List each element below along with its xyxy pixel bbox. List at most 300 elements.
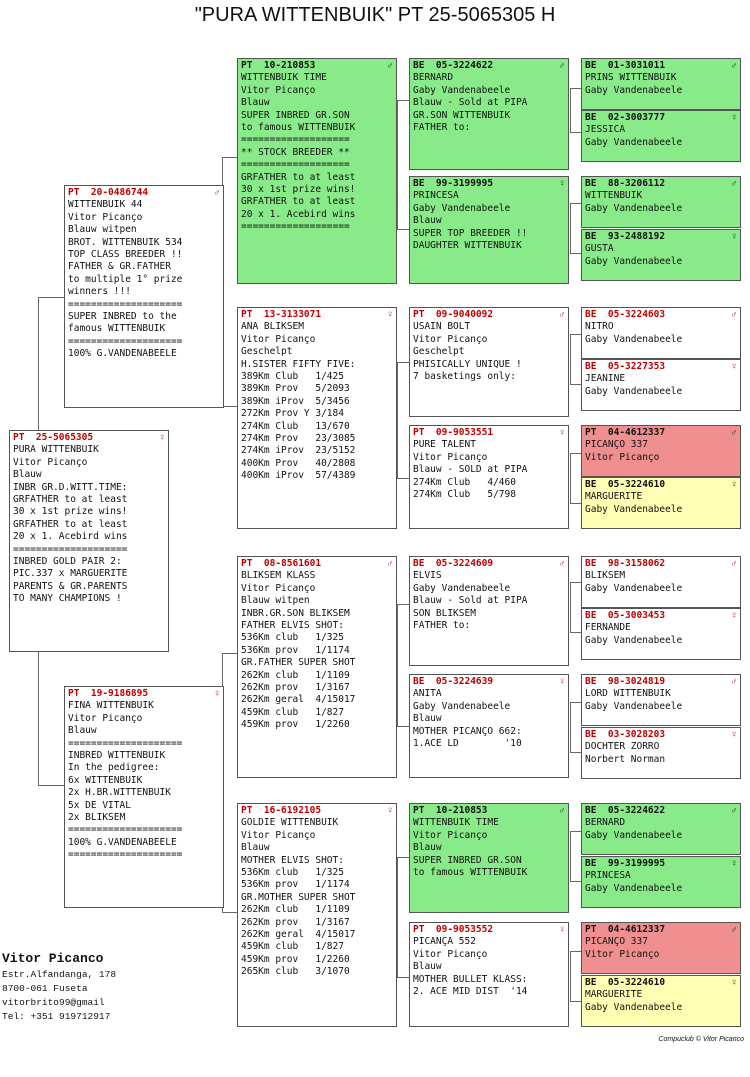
male-symbol-icon: ♂ — [731, 178, 737, 189]
card-line: Vitor Picanço — [241, 333, 316, 345]
card-line: Vitor Picanço — [413, 948, 488, 960]
connector — [570, 453, 571, 503]
pigeon-name: WITTENBUIK 44 — [68, 199, 143, 211]
card-line: 2x H.BR.WITTENBUIK — [68, 787, 171, 799]
connector — [570, 582, 571, 632]
connector — [570, 203, 571, 253]
pigeon-name: JEANINE — [585, 373, 626, 385]
card-line: 6x WITTENBUIK — [68, 774, 143, 786]
pedigree-card-g5-12[interactable] — [581, 727, 741, 779]
card-line: SUPER TOP BREEDER !! — [413, 227, 528, 239]
card-line: 459Km prov 1/2260 — [241, 953, 350, 965]
card-line: 272Km Prov Y 3/184 — [241, 408, 344, 420]
ring-number: BE 99-3199995 — [585, 858, 666, 869]
card-header — [241, 60, 393, 72]
card-line: Gaby Vandenabeele — [585, 503, 683, 515]
female-symbol-icon: ♀ — [159, 432, 165, 443]
owner-contact — [2, 950, 116, 1024]
card-line: FATHER ELVIS SHOT: — [241, 620, 344, 632]
female-symbol-icon: ♀ — [387, 309, 393, 320]
pedigree-card-g4-2[interactable] — [409, 176, 569, 284]
card-line: 389Km Club 1/425 — [241, 371, 344, 383]
connector — [570, 253, 581, 254]
card-line: INBR GR.D.WITT.TIME: — [13, 481, 128, 493]
card-header — [585, 858, 737, 870]
card-line: GRFATHER to at least — [241, 171, 356, 183]
card-line: SUPER INBRED GR.SON — [413, 854, 522, 866]
connector — [397, 362, 398, 478]
card-header — [585, 479, 737, 491]
connector — [397, 362, 409, 363]
card-line: 262Km geral 4/15017 — [241, 929, 356, 941]
card-header — [413, 60, 565, 72]
ring-number: BE 05-3224610 — [585, 479, 666, 490]
connector — [222, 406, 237, 407]
card-line: ==================== — [68, 824, 183, 836]
card-line: 536Km prov 1/1174 — [241, 644, 350, 656]
card-line: Blauw — [413, 215, 442, 227]
connector — [570, 582, 581, 583]
pedigree-card-g5-13[interactable] — [581, 803, 741, 855]
card-line: Blauw witpen — [68, 224, 137, 236]
card-line: Blauw witpen — [241, 595, 310, 607]
ring-number: BE 99-3199995 — [413, 178, 494, 189]
female-symbol-icon: ♀ — [731, 361, 737, 372]
card-line: to famous WITTENBUIK — [241, 122, 356, 134]
card-header — [585, 309, 737, 321]
card-line: 7 basketings only: — [413, 371, 516, 383]
card-line: Vitor Picanço — [585, 948, 660, 960]
card-line: 274Km Club 4/460 — [413, 476, 516, 488]
pedigree-card-sire[interactable] — [64, 185, 224, 408]
card-line: Gaby Vandenabeele — [413, 202, 511, 214]
pedigree-card-g5-8[interactable] — [581, 477, 741, 529]
card-line: ==================== — [68, 737, 183, 749]
card-header — [241, 558, 393, 570]
male-symbol-icon: ♂ — [559, 309, 565, 320]
card-line: Gaby Vandenabeele — [585, 333, 683, 345]
pedigree-card-g5-9[interactable] — [581, 556, 741, 608]
card-line: TOP CLASS BREEDER !! — [68, 249, 183, 261]
card-line: Gaby Vandenabeele — [585, 582, 683, 594]
pedigree-card-g5-2[interactable] — [581, 110, 741, 162]
connector — [570, 88, 571, 132]
owner-address-city: 8700-061 Fuseta — [2, 983, 88, 994]
pigeon-name: PURE TALENT — [413, 439, 476, 451]
card-line: 536Km prov 1/1174 — [241, 879, 350, 891]
owner-phone: Tel: +351 919712917 — [2, 1011, 111, 1022]
connector — [397, 604, 409, 605]
card-line: to multiple 1° prize — [68, 273, 183, 285]
connector — [38, 297, 39, 431]
card-line: PIC.337 x MARGUERITE — [13, 568, 128, 580]
card-line: =================== — [241, 134, 350, 146]
ring-number: PT 04-4612337 — [585, 924, 666, 935]
pedigree-card-g4-6[interactable] — [409, 674, 569, 778]
card-line: FATHER & GR.FATHER — [68, 261, 171, 273]
pigeon-name: GUSTA — [585, 243, 614, 255]
card-line: Blauw — [413, 713, 442, 725]
card-line: Vitor Picanço — [68, 211, 143, 223]
pigeon-name: MARGUERITE — [585, 989, 643, 1001]
owner-email[interactable]: vitorbrito99@gmail — [2, 997, 105, 1008]
card-line: SON BLIKSEM — [413, 607, 476, 619]
female-symbol-icon: ♀ — [559, 178, 565, 189]
female-symbol-icon: ♀ — [731, 610, 737, 621]
card-line: 2x BLIKSEM — [68, 812, 126, 824]
pedigree-card-g5-5[interactable] — [581, 307, 741, 359]
pedigree-card-dam[interactable] — [64, 686, 224, 908]
card-line: 536Km club 1/325 — [241, 867, 344, 879]
card-line: GR.MOTHER SUPER SHOT — [241, 891, 356, 903]
male-symbol-icon: ♂ — [214, 187, 220, 198]
male-symbol-icon: ♂ — [731, 676, 737, 687]
card-header — [13, 432, 165, 444]
pedigree-card-g4-5[interactable] — [409, 556, 569, 666]
ring-number: BE 05-3224603 — [585, 309, 666, 320]
card-line: Blauw — [68, 725, 97, 737]
ring-number: BE 05-3224609 — [413, 558, 494, 569]
card-header — [585, 805, 737, 817]
ring-number: PT 09-9053551 — [413, 427, 494, 438]
card-header — [585, 676, 737, 688]
ring-number: PT 08-8561601 — [241, 558, 322, 569]
card-line: 30 x 1st prize wins! — [241, 184, 356, 196]
pedigree-card-subject[interactable] — [9, 430, 169, 652]
pigeon-name: FERNANDE — [585, 622, 631, 634]
card-line: Gaby Vandenabeele — [585, 829, 683, 841]
connector — [570, 453, 581, 454]
pedigree-card-sire-dam[interactable] — [237, 307, 397, 529]
connector — [397, 977, 409, 978]
connector — [222, 653, 237, 654]
ring-number: BE 01-3031011 — [585, 60, 666, 71]
card-line: GRFATHER to at least — [13, 518, 128, 530]
ring-number: BE 03-3028203 — [585, 729, 666, 740]
card-header — [413, 309, 565, 321]
card-header — [585, 427, 737, 439]
card-line: ** STOCK BREEDER ** — [241, 146, 350, 158]
card-header — [241, 805, 393, 817]
card-line: =================== — [241, 221, 350, 233]
male-symbol-icon: ♂ — [731, 805, 737, 816]
card-header — [585, 558, 737, 570]
pedigree-card-sire-sire[interactable] — [237, 58, 397, 284]
pedigree-card-g4-4[interactable] — [409, 425, 569, 529]
card-line: 262Km geral 4/15017 — [241, 694, 356, 706]
card-line: PHISICALLY UNIQUE ! — [413, 358, 522, 370]
male-symbol-icon: ♂ — [559, 805, 565, 816]
card-line: TO MANY CHAMPIONS ! — [13, 593, 122, 605]
pigeon-name: GOLDIE WITTENBUIK — [241, 817, 339, 829]
card-line: Blauw — [413, 842, 442, 854]
ring-number: PT 16-6192105 — [241, 805, 322, 816]
male-symbol-icon: ♂ — [731, 558, 737, 569]
ring-number: PT 10-210853 — [241, 60, 316, 71]
card-header — [413, 805, 565, 817]
card-line: GRFATHER to at least — [13, 494, 128, 506]
card-line: MOTHER ELVIS SHOT: — [241, 854, 344, 866]
ring-number: PT 09-9053552 — [413, 924, 494, 935]
ring-number: BE 02-3003777 — [585, 112, 666, 123]
pedigree-card-g5-3[interactable] — [581, 176, 741, 228]
card-header — [413, 676, 565, 688]
pigeon-name: MARGUERITE — [585, 491, 643, 503]
pedigree-card-dam-sire[interactable] — [237, 556, 397, 778]
ring-number: BE 05-3224622 — [585, 805, 666, 816]
card-line: 274Km Prov 23/3085 — [241, 433, 356, 445]
card-line: ==================== — [68, 335, 183, 347]
male-symbol-icon: ♂ — [559, 60, 565, 71]
ring-number: PT 19-9186895 — [68, 688, 149, 699]
pedigree-card-g5-10[interactable] — [581, 608, 741, 660]
card-line: Norbert Norman — [585, 753, 666, 765]
card-line: BROT. WITTENBUIK 534 — [68, 236, 183, 248]
female-symbol-icon: ♀ — [731, 858, 737, 869]
connector — [38, 297, 65, 298]
card-line: Blauw - Sold at PIPA — [413, 595, 528, 607]
card-line: =================== — [241, 159, 350, 171]
ring-number: BE 05-3003453 — [585, 610, 666, 621]
card-line: 262Km club 1/1109 — [241, 669, 350, 681]
female-symbol-icon: ♀ — [559, 924, 565, 935]
card-line: 400Km iProv 57/4389 — [241, 470, 356, 482]
owner-address-street: Estr.Alfandanga, 178 — [2, 969, 117, 980]
pigeon-name: BLIKSEM — [585, 570, 626, 582]
connector — [570, 881, 581, 882]
card-line: Blauw — [13, 469, 42, 481]
ring-number: PT 25-5065305 — [13, 432, 94, 443]
card-line: winners !!! — [68, 286, 131, 298]
pedigree-card-g4-3[interactable] — [409, 307, 569, 417]
female-symbol-icon: ♀ — [731, 479, 737, 490]
card-line: 536Km club 1/325 — [241, 632, 344, 644]
card-line: 5x DE VITAL — [68, 799, 131, 811]
pigeon-name: ELVIS — [413, 570, 442, 582]
pigeon-name: DOCHTER ZORRO — [585, 741, 660, 753]
card-line: 20 x 1. Acebird wins — [241, 208, 356, 220]
ring-number: BE 05-3224639 — [413, 676, 494, 687]
card-line: Vitor Picanço — [413, 829, 488, 841]
card-line: Gaby Vandenabeele — [585, 136, 683, 148]
card-line: Vitor Picanço — [241, 829, 316, 841]
card-line: Gaby Vandenabeele — [585, 1001, 683, 1013]
card-line: 389Km Prov 5/2093 — [241, 383, 350, 395]
pedigree-card-g4-7[interactable] — [409, 803, 569, 913]
card-header — [241, 309, 393, 321]
ring-number: PT 10-210853 — [413, 805, 488, 816]
pigeon-name: PICANÇO 337 — [585, 936, 648, 948]
pedigree-card-dam-dam[interactable] — [237, 803, 397, 1027]
card-line: ==================== — [13, 543, 128, 555]
connector — [570, 503, 581, 504]
card-line: FATHER to: — [413, 620, 471, 632]
card-line: 265Km club 3/1070 — [241, 966, 350, 978]
card-line: 274Km iProv 23/5152 — [241, 445, 356, 457]
card-header — [585, 178, 737, 190]
card-line: In the pedigree: — [68, 762, 160, 774]
card-header — [585, 977, 737, 989]
ring-number: BE 05-3224610 — [585, 977, 666, 988]
male-symbol-icon: ♂ — [387, 60, 393, 71]
card-line: GR.FATHER SUPER SHOT — [241, 657, 356, 669]
pedigree-card-g5-16[interactable] — [581, 975, 741, 1027]
card-line: 262Km club 1/1109 — [241, 904, 350, 916]
pigeon-name: PICANÇO 337 — [585, 439, 648, 451]
card-line: INBRED GOLD PAIR 2: — [13, 556, 122, 568]
card-line: to famous WITTENBUIK — [413, 867, 528, 879]
female-symbol-icon: ♀ — [731, 977, 737, 988]
pigeon-name: PRINCESA — [585, 870, 631, 882]
ring-number: BE 98-3024819 — [585, 676, 666, 687]
connector — [570, 203, 581, 204]
card-line: GR.SON WITTENBUIK — [413, 109, 511, 121]
connector — [570, 632, 581, 633]
ring-number: BE 05-3227353 — [585, 361, 666, 372]
connector — [222, 157, 237, 158]
pedigree-title: "PURA WITTENBUIK" PT 25-5065305 H — [194, 4, 556, 26]
connector — [570, 951, 571, 1001]
card-line: Vitor Picanço — [68, 712, 143, 724]
pigeon-name: BERNARD — [413, 72, 454, 84]
connector — [570, 132, 581, 133]
pigeon-name: FINA WITTENBUIK — [68, 700, 154, 712]
card-header — [68, 187, 220, 199]
pigeon-name: PRINS WITTENBUIK — [585, 72, 677, 84]
owner-name: Vitor Picanco — [2, 951, 104, 966]
card-header — [413, 427, 565, 439]
female-symbol-icon: ♀ — [559, 427, 565, 438]
male-symbol-icon: ♂ — [731, 924, 737, 935]
pedigree-card-g5-1[interactable] — [581, 58, 741, 110]
pigeon-name: WITTENBUIK TIME — [241, 72, 327, 84]
card-line: Vitor Picanço — [585, 451, 660, 463]
card-line: H.SISTER FIFTY FIVE: — [241, 358, 356, 370]
connector — [570, 951, 581, 952]
pigeon-name: ANITA — [413, 688, 442, 700]
card-line: 2. ACE MID DIST '14 — [413, 986, 528, 998]
card-line: Vitor Picanço — [241, 84, 316, 96]
connector — [570, 334, 581, 335]
card-header — [585, 361, 737, 373]
card-line: SUPER INBRED to the — [68, 311, 177, 323]
card-line: 20 x 1. Acebird wins — [13, 531, 128, 543]
male-symbol-icon: ♂ — [731, 427, 737, 438]
card-line: 30 x 1st prize wins! — [13, 506, 128, 518]
card-line: Blauw - Sold at PIPA — [413, 97, 528, 109]
card-line: 274Km Club 5/798 — [413, 489, 516, 501]
card-line: ==================== — [68, 298, 183, 310]
card-line: Blauw — [241, 842, 270, 854]
card-line: Blauw — [241, 97, 270, 109]
card-header — [413, 924, 565, 936]
card-line: ==================== — [68, 849, 183, 861]
card-line: INBR.GR.SON BLIKSEM — [241, 607, 350, 619]
pedigree-card-g5-11[interactable] — [581, 674, 741, 726]
card-line: 262Km prov 1/3167 — [241, 682, 350, 694]
pedigree-card-g5-4[interactable] — [581, 229, 741, 281]
pedigree-card-g5-14[interactable] — [581, 856, 741, 908]
card-line: 274Km Club 13/670 — [241, 420, 350, 432]
card-line: Vitor Picanço — [241, 582, 316, 594]
connector — [397, 604, 398, 726]
card-line: Gaby Vandenabeele — [585, 84, 683, 96]
card-line: Blauw - SOLD at PIPA — [413, 464, 528, 476]
connector — [570, 1001, 581, 1002]
pigeon-name: NITRO — [585, 321, 614, 333]
ring-number: BE 88-3206112 — [585, 178, 666, 189]
pedigree-card-g4-1[interactable] — [409, 58, 569, 170]
ring-number: PT 04-4612337 — [585, 427, 666, 438]
connector — [397, 100, 398, 230]
card-line: 100% G.VANDENABEELE — [68, 836, 177, 848]
connector — [397, 100, 409, 101]
card-line: Gaby Vandenabeele — [413, 700, 511, 712]
pigeon-name: ANA BLIKSEM — [241, 321, 304, 333]
card-line: 1.ACE LD '10 — [413, 738, 522, 750]
card-line: PARENTS & GR.PARENTS — [13, 580, 128, 592]
ring-number: PT 09-9040092 — [413, 309, 494, 320]
card-line: Blauw — [413, 961, 442, 973]
pigeon-name: LORD WITTENBUIK — [585, 688, 671, 700]
card-line: Gaby Vandenabeele — [585, 202, 683, 214]
pigeon-name: BERNARD — [585, 817, 626, 829]
card-line: Gaby Vandenabeele — [585, 634, 683, 646]
male-symbol-icon: ♂ — [387, 558, 393, 569]
card-line: FATHER to: — [413, 122, 471, 134]
male-symbol-icon: ♂ — [731, 309, 737, 320]
connector — [397, 857, 409, 858]
pedigree-card-g4-8[interactable] — [409, 922, 569, 1027]
pedigree-card-g5-15[interactable] — [581, 922, 741, 974]
pedigree-card-g5-6[interactable] — [581, 359, 741, 411]
connector — [570, 384, 581, 385]
card-line: MOTHER BULLET KLASS: — [413, 973, 528, 985]
connector — [222, 912, 237, 913]
card-line: famous WITTENBUIK — [68, 323, 166, 335]
pedigree-card-g5-7[interactable] — [581, 425, 741, 477]
connector — [397, 857, 398, 977]
female-symbol-icon: ♀ — [731, 231, 737, 242]
card-header — [585, 610, 737, 622]
ring-number: BE 05-3224622 — [413, 60, 494, 71]
card-line: Vitor Picanço — [413, 333, 488, 345]
card-line: Geschelpt — [413, 346, 465, 358]
connector — [570, 831, 581, 832]
card-header — [585, 729, 737, 741]
pigeon-name: WITTENBUIK — [585, 190, 643, 202]
card-line: 459Km prov 1/2260 — [241, 719, 350, 731]
connector — [570, 831, 571, 881]
card-line: 459Km club 1/827 — [241, 941, 344, 953]
card-header — [68, 688, 220, 700]
card-line: Gaby Vandenabeele — [585, 700, 683, 712]
card-header — [585, 924, 737, 936]
card-line: 262Km prov 1/3167 — [241, 916, 350, 928]
pigeon-name: PICANÇA 552 — [413, 936, 476, 948]
ring-number: BE 93-2488192 — [585, 231, 666, 242]
software-credit: Compuclub © Vitor Picanco — [658, 1036, 744, 1043]
card-line: 400Km Prov 40/2808 — [241, 457, 356, 469]
card-line: MOTHER PICANÇO 662: — [413, 725, 522, 737]
pigeon-name: USAIN BOLT — [413, 321, 471, 333]
card-line: SUPER INBRED GR.SON — [241, 109, 350, 121]
connector — [570, 334, 571, 384]
card-line: 459Km club 1/827 — [241, 706, 344, 718]
female-symbol-icon: ♀ — [731, 112, 737, 123]
ring-number: PT 13-3133071 — [241, 309, 322, 320]
card-line: Gaby Vandenabeele — [413, 582, 511, 594]
